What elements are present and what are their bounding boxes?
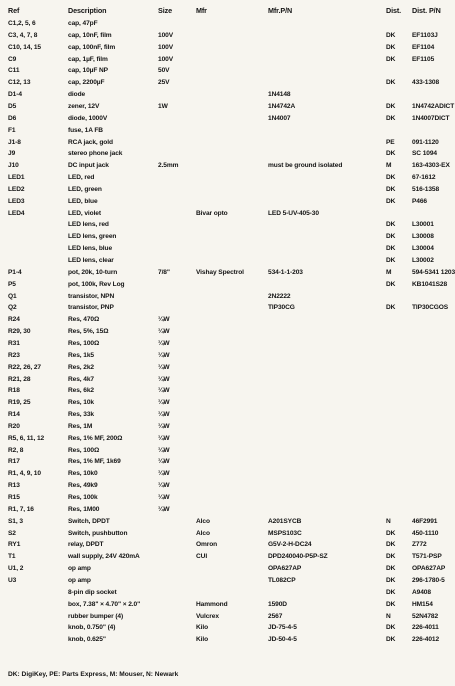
cell-ref: LED1 xyxy=(8,174,25,181)
cell-description: op amp xyxy=(68,576,91,584)
cell-description: Res, 10k xyxy=(68,399,94,407)
table-row xyxy=(0,505,450,515)
cell-ref: LED2 xyxy=(8,185,25,193)
header-dist-pn: Dist. P/N xyxy=(412,6,441,15)
cell-ref: S2 xyxy=(8,529,16,537)
cell-dist-pn: L30002 xyxy=(412,257,434,264)
cell-size: 100V xyxy=(158,55,173,63)
table-row xyxy=(0,244,450,254)
cell-ref: J10 xyxy=(8,162,19,170)
table-row xyxy=(0,564,450,574)
cell-description: LED, red xyxy=(68,174,95,181)
cell-dist-pn: 296-1780-5 xyxy=(412,576,445,584)
cell-size: ¼W xyxy=(158,351,170,359)
cell-ref: R21, 28 xyxy=(8,375,31,383)
cell-dist-pn: HM154 xyxy=(412,600,433,608)
cell-size: ¼W xyxy=(158,411,170,419)
cell-description: Res, 10k0 xyxy=(68,470,98,478)
cell-description: Res, 470Ω xyxy=(68,316,100,324)
cell-description: pot, 20k, 10-turn xyxy=(68,268,118,276)
table-row xyxy=(0,493,450,503)
cell-description: Res, 100k xyxy=(68,494,98,501)
cell-size: 100V xyxy=(158,43,173,51)
cell-description: Switch, DPDT xyxy=(68,517,110,525)
cell-dist: DK xyxy=(386,79,396,87)
cell-mfr: Alco xyxy=(196,529,210,537)
table-row xyxy=(0,161,450,171)
cell-mfr-pn: TL082CP xyxy=(268,576,296,584)
cell-mfr: Hammond xyxy=(196,600,228,608)
table-row xyxy=(0,268,455,278)
cell-size: ¼W xyxy=(158,482,170,490)
table-row xyxy=(0,517,450,527)
cell-description: LED lens, blue xyxy=(68,245,113,253)
cell-mfr: Bivar opto xyxy=(196,209,228,217)
table-row xyxy=(0,375,450,385)
table-row xyxy=(0,600,450,610)
table-row xyxy=(0,292,450,302)
cell-dist: PE xyxy=(386,138,395,146)
cell-dist-pn: EF1104 xyxy=(412,43,435,51)
cell-ref: F1 xyxy=(8,126,16,134)
cell-mfr-pn: G5V-2-H-DC24 xyxy=(268,541,312,549)
distributor-legend: DK: DigiKey, PE: Parts Express, M: Mouser, N: Newark xyxy=(8,671,179,678)
table-row xyxy=(0,457,450,467)
cell-dist: DK xyxy=(386,197,396,205)
cell-size: ¼W xyxy=(158,387,170,395)
cell-description: Res, 1% MF, 200Ω xyxy=(68,434,123,442)
cell-description: transistor, PNP xyxy=(68,304,114,312)
cell-size: 25V xyxy=(158,79,170,87)
cell-ref: R14 xyxy=(8,411,20,419)
cell-dist-pn: 1N4007DICT xyxy=(412,114,450,122)
cell-size: ¼W xyxy=(158,458,170,466)
cell-dist: DK xyxy=(386,280,396,288)
cell-description: diode xyxy=(68,91,86,99)
header-size: Size xyxy=(158,6,172,15)
table-row xyxy=(0,386,450,396)
cell-dist: DK xyxy=(386,185,396,193)
cell-description: Res, 2k2 xyxy=(68,363,94,371)
cell-description: fuse, 1A FB xyxy=(68,126,103,134)
cell-ref: C9 xyxy=(8,55,17,63)
cell-size: ¼W xyxy=(158,446,170,454)
cell-dist-pn: 226-4012 xyxy=(412,636,440,644)
cell-ref: R17 xyxy=(8,458,20,466)
cell-description: LED, blue xyxy=(68,197,98,205)
table-row xyxy=(0,43,450,53)
table-row xyxy=(0,66,450,76)
cell-size: 50V xyxy=(158,67,170,75)
cell-ref: C1,2, 5, 6 xyxy=(8,20,36,27)
cell-dist: DK xyxy=(386,304,396,312)
cell-ref: LED4 xyxy=(8,209,25,217)
cell-dist-pn: EF1105 xyxy=(412,55,435,63)
cell-size: ¼W xyxy=(158,422,170,430)
table-row xyxy=(0,78,450,88)
cell-dist: DK xyxy=(386,576,396,584)
cell-ref: R18 xyxy=(8,387,20,395)
cell-description: LED lens, clear xyxy=(68,257,114,264)
cell-size: ¼W xyxy=(158,339,170,347)
table-row xyxy=(0,623,450,633)
table-row xyxy=(0,31,450,41)
cell-dist: DK xyxy=(386,541,396,549)
cell-ref: C12, 13 xyxy=(8,79,31,87)
cell-ref: R15 xyxy=(8,494,20,501)
cell-ref: C3, 4, 7, 8 xyxy=(8,31,38,39)
cell-mfr: Alco xyxy=(196,517,210,525)
cell-ref: R19, 25 xyxy=(8,399,31,407)
cell-dist-pn: T571-PSP xyxy=(412,553,442,561)
table-row xyxy=(0,102,455,112)
cell-description: Res, 100Ω xyxy=(68,446,100,454)
table-row xyxy=(0,232,450,242)
cell-dist: DK xyxy=(386,150,396,158)
cell-ref: RY1 xyxy=(8,541,21,549)
cell-size: 100V xyxy=(158,31,173,39)
cell-ref: C10, 14, 15 xyxy=(8,43,41,51)
cell-description: LED, violet xyxy=(68,209,101,217)
cell-ref: R13 xyxy=(8,482,20,490)
cell-size: ¼W xyxy=(158,470,170,478)
table-row xyxy=(0,410,450,420)
cell-dist-pn: 091-1120 xyxy=(412,138,439,146)
cell-dist-pn: 594-5341 1203 xyxy=(412,268,455,276)
cell-mfr-pn: DPD240040-P5P-SZ xyxy=(268,553,328,561)
cell-mfr: Vishay Spectrol xyxy=(196,268,244,276)
cell-description: cap, 10nF, film xyxy=(68,31,112,39)
cell-mfr-pn: A201SYCB xyxy=(268,517,302,525)
cell-ref: P5 xyxy=(8,280,16,288)
table-row xyxy=(0,256,450,266)
cell-dist: DK xyxy=(386,565,396,573)
cell-description: RCA jack, gold xyxy=(68,138,113,146)
cell-dist-pn: 1N4742ADICT xyxy=(412,103,455,110)
table-row xyxy=(0,339,450,349)
cell-size: ¼W xyxy=(158,363,170,371)
cell-description: cap, 47pF xyxy=(68,20,98,27)
cell-dist-pn: OPA627AP xyxy=(412,565,446,573)
cell-ref: LED3 xyxy=(8,197,25,205)
cell-description: diode, 1000V xyxy=(68,114,108,122)
cell-description: LED, green xyxy=(68,185,102,193)
cell-mfr-pn: JD-75-4-5 xyxy=(268,624,297,632)
cell-dist-pn: 516-1358 xyxy=(412,185,440,193)
table-row xyxy=(0,363,450,373)
table-row xyxy=(0,576,450,586)
table-row xyxy=(0,149,450,159)
cell-dist: DK xyxy=(386,233,396,241)
cell-description: 8-pin dip socket xyxy=(68,588,117,596)
cell-dist-pn: A9408 xyxy=(412,588,431,596)
cell-description: Res, 1% MF, 1k69 xyxy=(68,458,121,466)
cell-dist-pn: Z772 xyxy=(412,541,427,549)
table-row xyxy=(0,303,450,313)
cell-description: cap, 100nF, film xyxy=(68,43,116,51)
cell-mfr-pn: 2N2222 xyxy=(268,292,291,300)
cell-dist: DK xyxy=(386,588,396,596)
cell-description: Res, 1k5 xyxy=(68,351,94,359)
cell-description: relay, DPDT xyxy=(68,541,104,549)
table-row xyxy=(0,434,450,444)
table-row xyxy=(0,126,450,136)
cell-dist-pn: 226-4011 xyxy=(412,624,439,632)
cell-ref: R24 xyxy=(8,316,20,324)
cell-description: LED lens, red xyxy=(68,221,109,229)
cell-description: wall supply, 24V 420mA xyxy=(68,553,140,561)
cell-mfr: Kilo xyxy=(196,636,209,644)
cell-description: op amp xyxy=(68,565,91,573)
cell-size: ¼W xyxy=(158,399,170,407)
cell-ref: R2, 8 xyxy=(8,446,24,454)
cell-description: Res, 49k9 xyxy=(68,482,98,490)
cell-mfr-pn: 534-1-1-203 xyxy=(268,268,303,276)
table-row xyxy=(0,481,450,491)
cell-dist: DK xyxy=(386,221,396,229)
cell-mfr-pn: TIP30CG xyxy=(268,304,295,312)
cell-description: Res, 1M00 xyxy=(68,505,100,513)
table-row xyxy=(0,529,450,539)
cell-dist: M xyxy=(386,268,392,276)
cell-dist: DK xyxy=(386,636,396,644)
cell-dist: DK xyxy=(386,245,396,253)
cell-mfr: Kilo xyxy=(196,624,209,632)
table-row xyxy=(0,19,450,29)
cell-ref: J1-8 xyxy=(8,138,21,146)
table-row xyxy=(0,114,450,124)
cell-dist-pn: 433-1308 xyxy=(412,79,440,87)
cell-size: ¼W xyxy=(158,328,170,336)
cell-ref: U1, 2 xyxy=(8,565,24,573)
cell-ref: R22, 26, 27 xyxy=(8,363,41,371)
table-row xyxy=(0,185,450,195)
cell-mfr: Omron xyxy=(196,541,218,549)
cell-dist-pn: 52N4782 xyxy=(412,612,439,620)
cell-mfr-pn: must be ground isolated xyxy=(268,162,343,170)
table-row xyxy=(0,220,450,230)
cell-mfr-pn: OPA627AP xyxy=(268,565,302,573)
cell-description: cap, 2200µF xyxy=(68,79,105,87)
cell-description: knob, 0.750" (4) xyxy=(68,624,116,632)
cell-description: Res, 33k xyxy=(68,411,94,419)
header-description: Description xyxy=(68,6,107,15)
cell-size: ¼W xyxy=(158,375,170,383)
cell-mfr-pn: MSPS103C xyxy=(268,529,302,537)
cell-description: transistor, NPN xyxy=(68,292,115,300)
table-row xyxy=(0,398,450,408)
cell-mfr-pn: LED 5-UV-405-30 xyxy=(268,209,319,217)
header-mfr: Mfr xyxy=(196,6,207,15)
table-row xyxy=(0,635,450,645)
cell-dist-pn: KB1041S28 xyxy=(412,280,448,288)
cell-dist-pn: 163-4303-EX xyxy=(412,162,450,170)
cell-description: cap, 1µF, film xyxy=(68,55,108,63)
cell-dist: DK xyxy=(386,600,396,608)
cell-ref: Q2 xyxy=(8,304,17,312)
table-row xyxy=(0,540,450,550)
cell-ref: R1, 4, 9, 10 xyxy=(8,470,41,478)
table-row xyxy=(0,209,450,219)
cell-mfr: Vulcrex xyxy=(196,612,219,620)
cell-dist: N xyxy=(386,517,391,525)
cell-dist-pn: SC 1094 xyxy=(412,150,437,158)
cell-dist-pn: L30001 xyxy=(412,221,434,229)
cell-dist: DK xyxy=(386,529,396,537)
cell-mfr: CUI xyxy=(196,553,208,561)
cell-description: knob, 0.625" xyxy=(68,636,106,644)
table-row xyxy=(0,280,450,290)
table-row xyxy=(0,173,450,183)
cell-dist: DK xyxy=(386,624,396,632)
cell-description: Res, 5%, 15Ω xyxy=(68,328,109,336)
table-row xyxy=(0,552,450,562)
cell-description: DC input jack xyxy=(68,162,109,170)
cell-ref: R23 xyxy=(8,351,20,359)
cell-description: Res, 4k7 xyxy=(68,375,94,383)
header-ref: Ref xyxy=(8,6,20,15)
cell-description: Switch, pushbutton xyxy=(68,529,128,537)
cell-ref: R1, 7, 16 xyxy=(8,505,34,513)
cell-ref: D1-4 xyxy=(8,91,22,99)
cell-mfr-pn: 1N4148 xyxy=(268,91,291,99)
cell-mfr-pn: 2567 xyxy=(268,612,283,620)
cell-ref: T1 xyxy=(8,553,16,561)
cell-dist-pn: 450-1110 xyxy=(412,529,439,537)
table-row xyxy=(0,327,450,337)
table-row xyxy=(0,588,450,598)
table-row xyxy=(0,55,450,65)
cell-size: 7/8" xyxy=(158,268,170,276)
table-row xyxy=(0,351,450,361)
cell-size: ¼W xyxy=(158,505,170,513)
cell-ref: R29, 30 xyxy=(8,328,31,336)
cell-size: ¼W xyxy=(158,494,170,501)
cell-dist: DK xyxy=(386,55,396,63)
cell-description: LED lens, green xyxy=(68,233,117,241)
cell-dist: DK xyxy=(386,553,396,561)
table-row xyxy=(0,90,450,100)
cell-dist-pn: EF1103J xyxy=(412,31,438,39)
cell-description: zener, 12V xyxy=(68,103,100,110)
cell-dist: DK xyxy=(386,174,396,181)
table-row xyxy=(0,315,450,325)
cell-description: Res, 1M xyxy=(68,422,93,430)
cell-ref: R5, 6, 11, 12 xyxy=(8,434,45,442)
table-row xyxy=(0,469,450,479)
cell-ref: R20 xyxy=(8,422,20,430)
cell-mfr-pn: JD-50-4-5 xyxy=(268,636,297,644)
cell-dist-pn: L30004 xyxy=(412,245,434,253)
cell-description: box, 7.38" × 4.70" × 2.0" xyxy=(68,600,141,608)
cell-dist: N xyxy=(386,612,391,620)
cell-dist-pn: TIP30CGOS xyxy=(412,304,449,312)
header-mfr-pn: Mfr.P/N xyxy=(268,6,293,15)
cell-description: rubber bumper (4) xyxy=(68,612,124,620)
cell-ref: J9 xyxy=(8,150,16,158)
table-row xyxy=(0,138,450,148)
cell-ref: S1, 3 xyxy=(8,517,23,525)
cell-dist: DK xyxy=(386,43,396,51)
cell-size: 1W xyxy=(158,103,168,110)
table-header-row xyxy=(0,6,450,16)
cell-description: Res, 6k2 xyxy=(68,387,94,395)
cell-ref: P1-4 xyxy=(8,268,22,276)
cell-description: Res, 100Ω xyxy=(68,339,100,347)
table-row xyxy=(0,446,450,456)
cell-ref: D6 xyxy=(8,114,17,122)
cell-description: cap, 10µF NP xyxy=(68,67,108,75)
header-dist: Dist. xyxy=(386,6,402,15)
cell-mfr-pn: 1590D xyxy=(268,600,287,608)
cell-mfr-pn: 1N4742A xyxy=(268,103,296,110)
cell-mfr-pn: 1N4007 xyxy=(268,114,291,122)
cell-description: stereo phone jack xyxy=(68,150,123,158)
cell-dist: M xyxy=(386,162,392,170)
cell-ref: D5 xyxy=(8,103,17,110)
cell-description: pot, 100k, Rev Log xyxy=(68,280,125,288)
cell-size: ¼W xyxy=(158,316,170,324)
cell-size: 2.5mm xyxy=(158,162,179,170)
table-row xyxy=(0,612,450,622)
cell-dist-pn: L30008 xyxy=(412,233,434,241)
cell-dist-pn: 46F2991 xyxy=(412,517,438,525)
cell-dist: DK xyxy=(386,31,396,39)
cell-dist: DK xyxy=(386,103,396,110)
cell-dist-pn: 67-1612 xyxy=(412,174,436,181)
cell-ref: Q1 xyxy=(8,292,17,300)
table-row xyxy=(0,422,450,432)
cell-dist: DK xyxy=(386,257,396,264)
cell-ref: R31 xyxy=(8,339,20,347)
cell-ref: U3 xyxy=(8,576,17,584)
cell-size: ¼W xyxy=(158,434,170,442)
cell-dist-pn: P466 xyxy=(412,197,427,205)
table-row xyxy=(0,197,450,207)
cell-dist: DK xyxy=(386,114,396,122)
cell-ref: C11 xyxy=(8,67,20,75)
